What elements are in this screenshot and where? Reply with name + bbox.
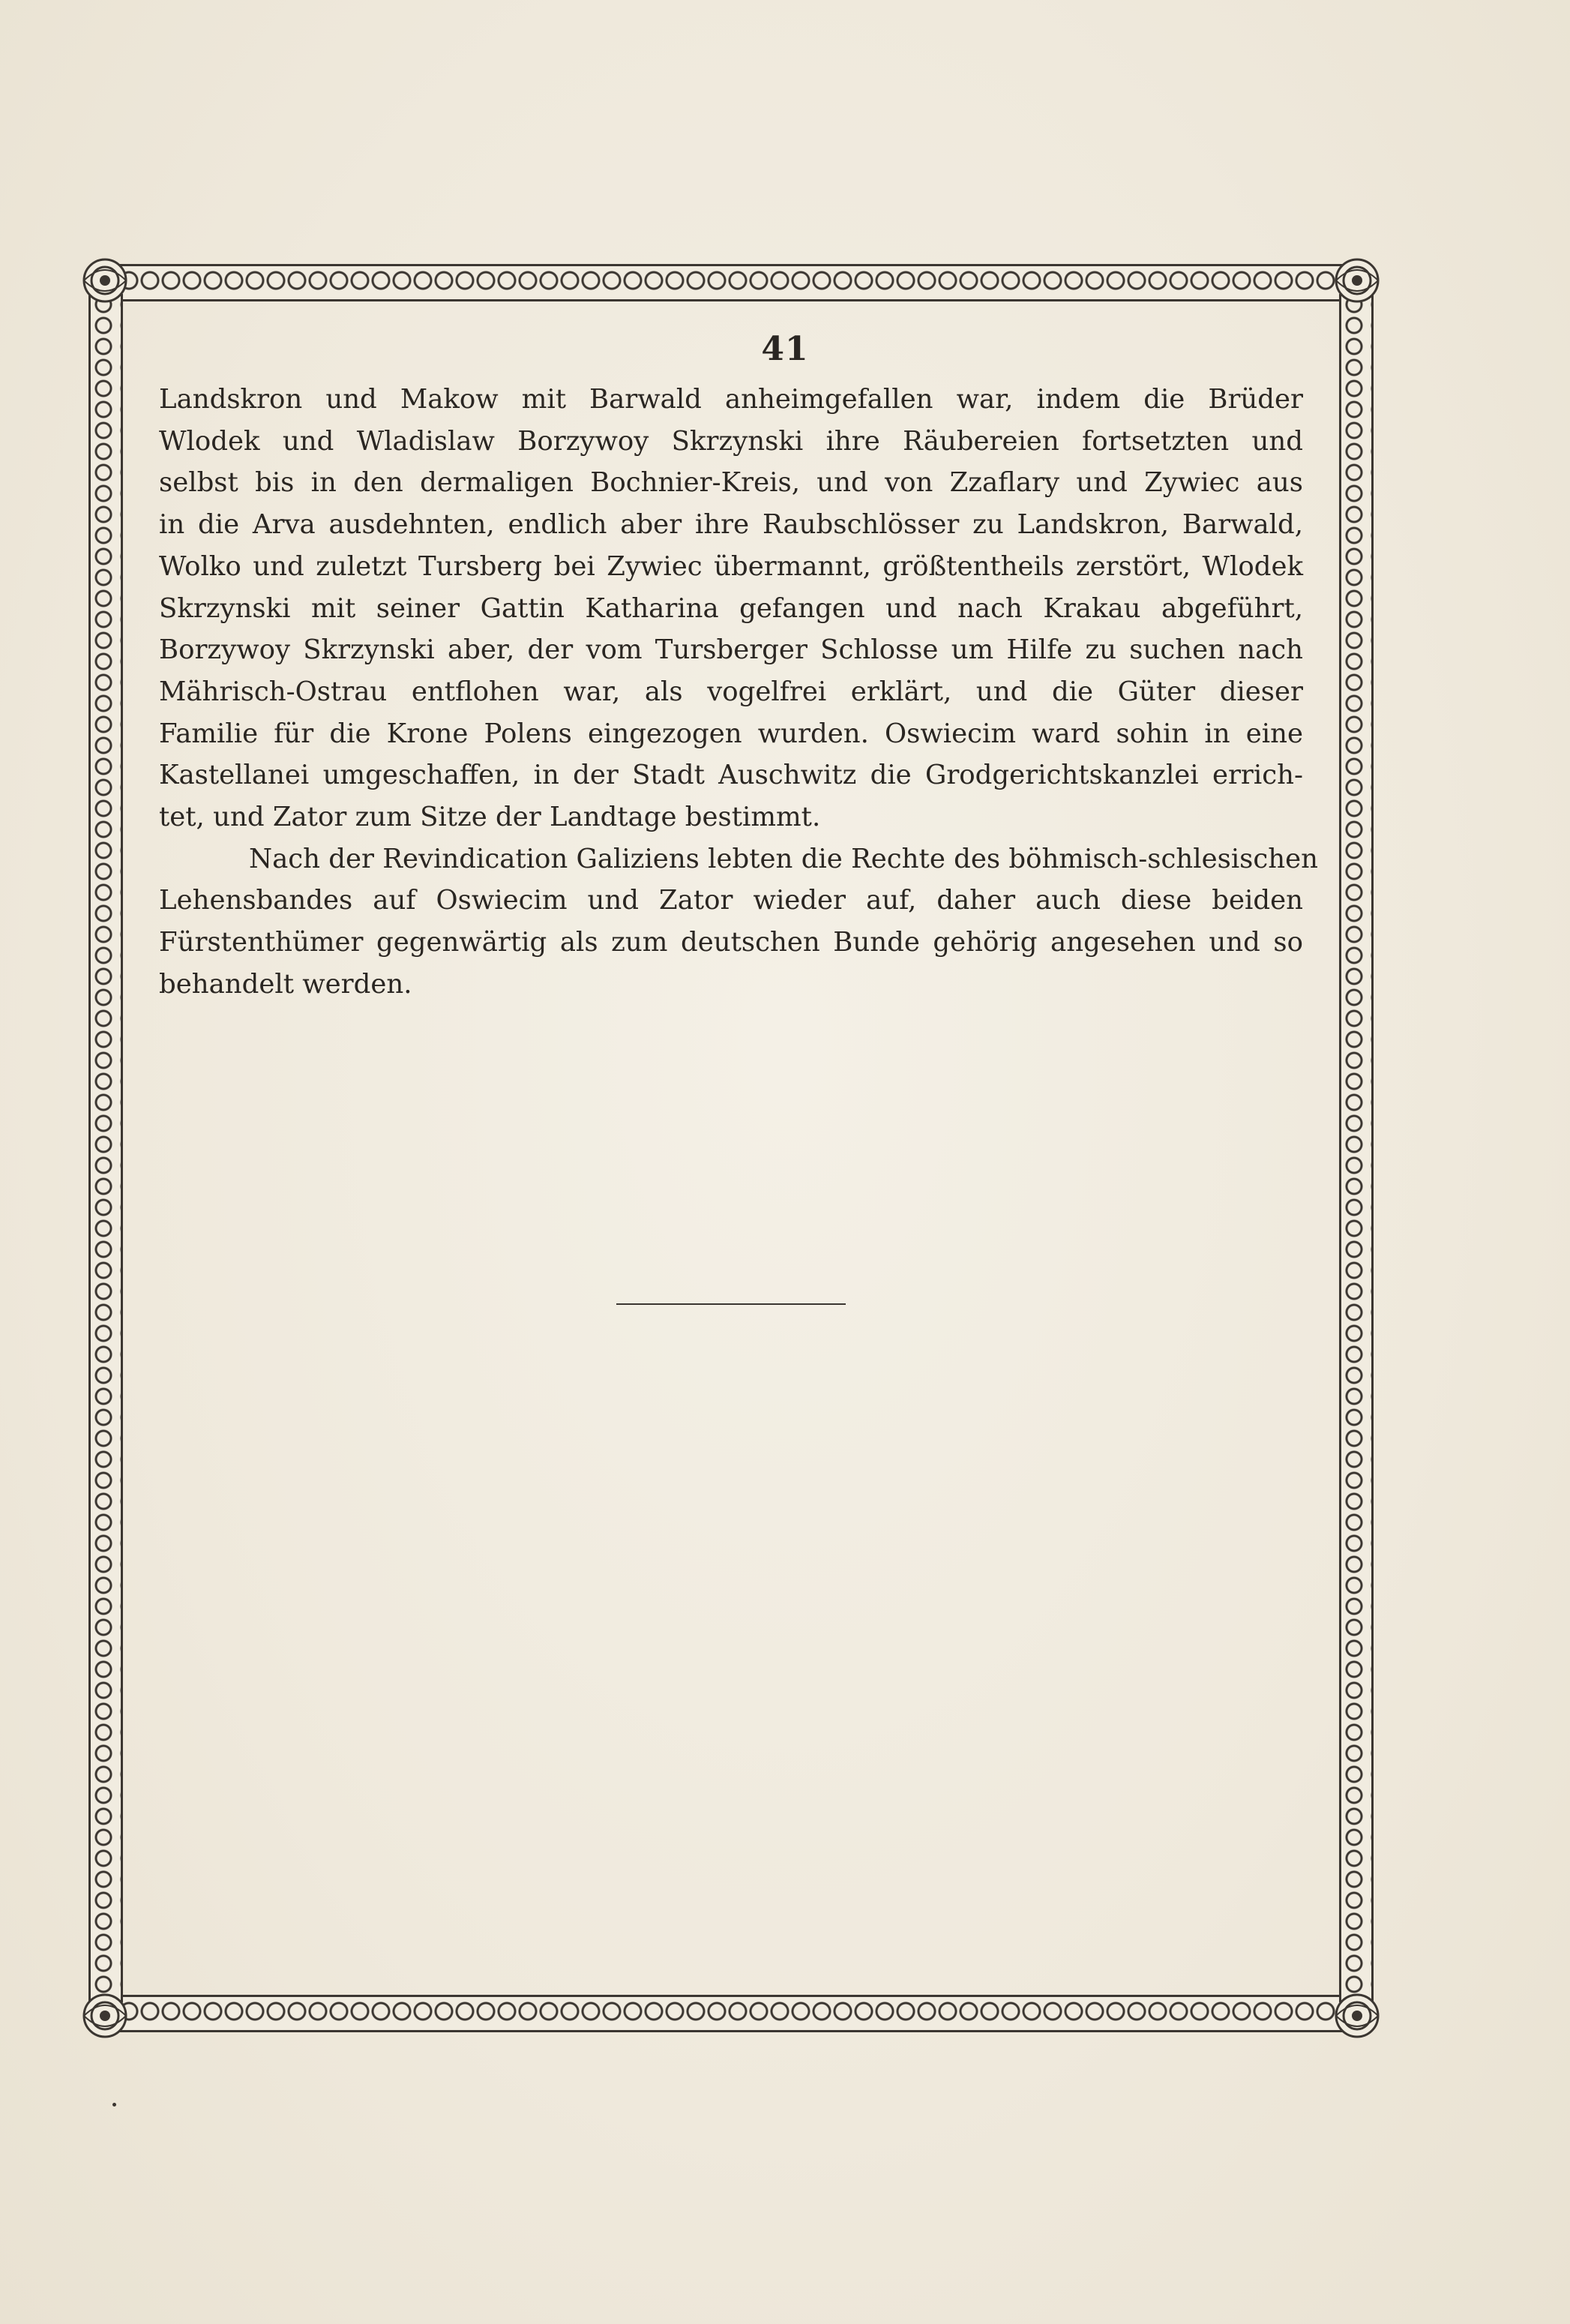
page-number: 41	[761, 330, 809, 368]
text-line: Wolko und zuletzt Tursberg bei Zywiec übermannt, größtentheils zerstört, Wlodek	[159, 550, 1303, 582]
text-line: in die Arva ausdehnten, endlich aber ihre Raubschlösser zu Landskron, Barwald,	[159, 509, 1303, 541]
border-top-band	[118, 264, 1344, 301]
text-line: Familie für die Krone Polens eingezogen wurden. Oswiecim ward sohin in eine	[159, 718, 1303, 749]
text-line: Fürstenthümer gegenwärtig als zum deutschen Bunde gehörig angesehen und so	[159, 927, 1303, 958]
text-line: Wlodek und Wladislaw Borzywoy Skrzynski ihre Räubereien fortsetzten und	[159, 425, 1303, 457]
text-line: Nach der Revindication Galiziens lebten die Rechte des böhmisch-schlesischen	[249, 843, 1319, 874]
text-line: Landskron und Makow mit Barwald anheimgefallen war, indem die Brüder	[159, 384, 1303, 415]
border-right-band	[1339, 294, 1374, 2002]
text-line: Mährisch-Ostrau entflohen war, als vogelfrei erklärt, und die Güter dieser	[159, 676, 1303, 707]
text-line: Skrzynski mit seiner Gattin Katharina gefangen und nach Krakau abgeführt,	[159, 592, 1303, 624]
corner-ornament-icon	[78, 253, 132, 307]
text-line: tet, und Zator zum Sitze der Landtage bestimmt.	[159, 802, 821, 833]
ink-speck	[112, 2103, 116, 2107]
text-line: behandelt werden.	[159, 968, 412, 1000]
corner-ornament-icon	[1330, 253, 1384, 307]
corner-ornament-icon	[1330, 1989, 1384, 2043]
border-left-band	[88, 294, 123, 2002]
text-line: Borzywoy Skrzynski aber, der vom Tursberger Schlosse um Hilfe zu suchen nach	[159, 634, 1303, 666]
text-line: Lehensbandes auf Oswiecim und Zator wieder auf, daher auch diese beiden	[159, 885, 1303, 916]
corner-ornament-icon	[78, 1989, 132, 2043]
body-text	[159, 379, 1319, 1006]
border-bottom-band	[118, 1995, 1344, 2032]
text-line: Kastellanei umgeschaffen, in der Stadt Auschwitz die Grodgerichtskanzlei errich-	[159, 760, 1303, 791]
text-line: selbst bis in den dermaligen Bochnier-Kreis, und von Zzaflary und Zywiec aus	[159, 467, 1303, 499]
section-divider	[616, 1303, 846, 1305]
